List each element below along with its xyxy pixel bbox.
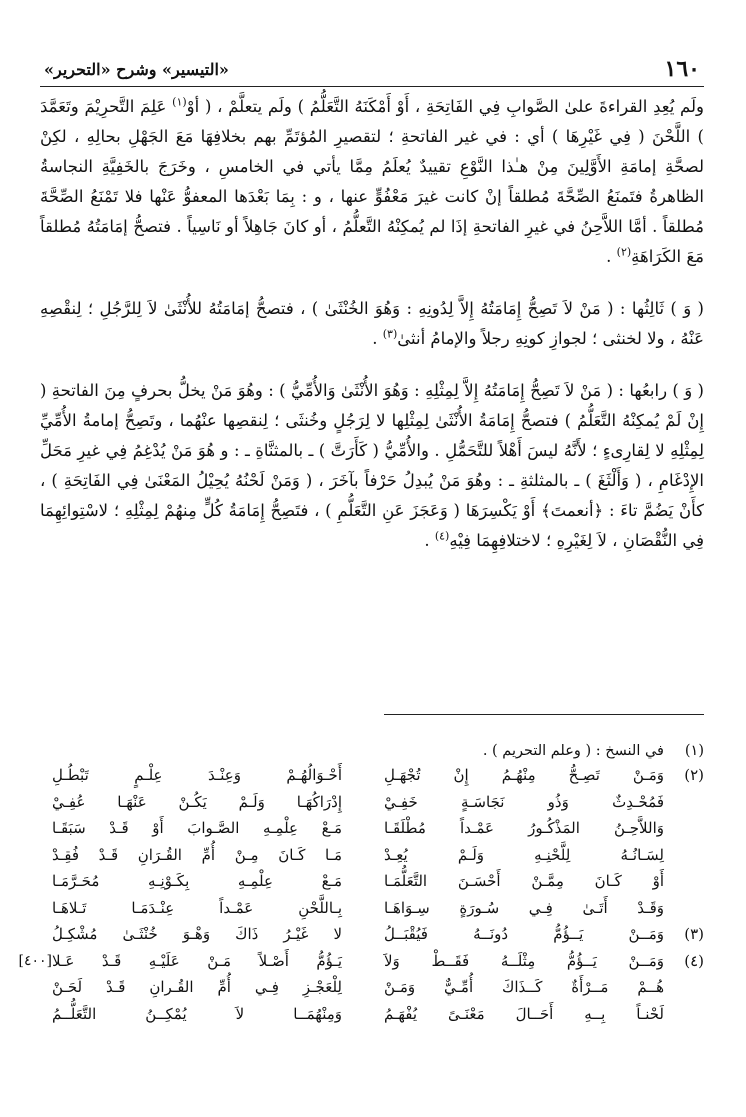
verse-second-hemistich: مَـعْ عِلْمِـهِ بِكَـوْنِـهِ مُحَـرَّمَـا	[52, 872, 342, 891]
verse-first-hemistich: فَمُحْـدِثٌ وَذُو نَجَاسَـةٍ خَفِـيْ	[384, 792, 664, 811]
text-run: ( وَ ) ثَالِثُها : ( مَنْ لاَ تَصِحُّ إِمَامَتُهُ إِلاَّ لِدُونِهِ : وَهُوَ الخُنْثَىٰ ) ، فتصحُّ إمَامَتُهُ للأُنْثَىٰ لاَ لِلرَّجُلِ ؛ لِنقْصِهِ عَنْهُ ، ولا لخنثى ؛ لجوازِ كونِهِ رجلاً والإمامُ أنثىٰ	[40, 299, 704, 348]
footnote-number: (٣)	[684, 925, 704, 944]
footnote-text: في النسخ : ( وعلم التحريم ) .	[482, 743, 664, 759]
footnote-number: (١)	[684, 743, 704, 759]
verse-second-hemistich: مَـا كَـانَ مِـنْ أُمِّ القُـرَانِ قَـدْ فُقِـدْ	[52, 845, 342, 864]
verse-first-hemistich: وَاللاَّحِـنُ المَذْكُـورُ عَمْـداً مُطْلَقَـا	[384, 819, 664, 838]
footnote-separator	[384, 714, 704, 715]
verse-second-hemistich: إِدْرَاكُهَـا وَلَـمْ يَكُـنْ عَنْهَـا عُفِـيْ	[52, 792, 342, 811]
text-run: ولَم يُعِدِ القراءةَ علىٰ الصَّوابِ فِي الفَاتِحَةِ ، أَوْ أَمْكَنَهُ التَّعَلُّمُ ) ولَم يتعلَّمْ ، ( أوْ	[186, 97, 704, 116]
verse-second-hemistich: لا غَيْـرُ ذَاكَ وَهْـوَ خُنْثَـىٰ مُشْكِـلُ	[52, 925, 342, 944]
page-header	[40, 52, 704, 87]
verse-footnotes	[18, 762, 704, 1027]
text-run: ( وَ ) رابعُها : ( مَنْ لاَ تَصِحُّ إِمَامَتُهُ إِلاَّ لِمِثْلِهِ : وَهُوَ الأُنْثَىٰ وَالأُمِّيُّ ) : وهُوَ مَنْ يخلُّ بحرفٍ مِنَ الفاتحةِ ( إِنْ لَمْ يُمكِنْهُ التَّعَلُّمُ ) فتصحُّ إِمَامَةُ الأُنْثَىٰ لِمِثْلِها لا لِرَجُلٍ وخُنثَى ؛ لِنقصِها عنْهُما ، وتَصِحُّ إمامةُ الأُمِّيِّ لِمِثْلِهِ لا لِقارِىءٍ ؛ لأَنَّهُ ليسَ أَهْلاً للتَّحَمُّلِ . والأُمِّيُّ ( كَأَرَتَّ ) ـ بالمثنَّاةِ ـ : و هُوَ مَنْ يُدْغِمُ فِي غيرِ مَحَلِّ الإِدْغَامِ ، ( وَأَلْثَغَ ) ـ بالمثلثةِ ـ : وهُوَ مَنْ يُبدِلُ حَرْفاً بآخَرَ ، ( وَمَنْ لَحْنُهُ يُحِيْلُ المَعْنَىٰ فِي الفَاتِحَةِ ) ، كأَنْ يَضُمَّ تاءَ : ﴿أنعمتَ﴾ أَوْ يَكْسِرَهَا ( وَعَجَزَ عَنِ التَّعَلُّمِ ) ، فتَصِحُّ إِمَامَةُ كُلٍّ مِنهُمْ لِمِثْلِهِ ؛ لاسْتِوائِهِمَا فِي النُّقْصَانِ ، لاَ لِغَيْرِهِ ؛ لاختلافِهِمَا فِيْهِ	[40, 381, 704, 550]
verse-line	[18, 948, 704, 975]
paragraph-2	[40, 294, 704, 354]
footnote-ref-4[interactable]: (٤)	[434, 529, 450, 543]
running-title: «التيسير» وشرح «التحرير»	[44, 59, 229, 79]
verse-line	[40, 895, 704, 922]
verse-first-hemistich: هُــمْ مَــرْأَةٌ كَــذَاكَ أُمِّـيٌّ وَمَـنْ	[384, 978, 664, 997]
verse-second-hemistich: لِلْعَجْـزِ فِـي أُمِّ القُـرانِ قَـدْ لَحَـنْ	[52, 978, 342, 997]
verse-line	[40, 974, 704, 1001]
verse-line	[40, 842, 704, 869]
footnote-1	[40, 738, 704, 764]
main-text	[40, 92, 704, 556]
text-run: .	[372, 329, 383, 348]
footnote-ref-2[interactable]: (٢)	[616, 245, 632, 259]
footnote-ref-3[interactable]: (٣)	[382, 327, 398, 341]
verse-line	[40, 762, 704, 789]
verse-first-hemistich: وَقَـدْ أَتَـىٰ فِـي سُـورَةٍ سِـوَاهَـا	[384, 898, 664, 917]
footnote-number: (٢)	[684, 766, 704, 785]
verse-first-hemistich: لَحْنـاً بِــهِ أَحَــالَ مَعْنَـىً يُفْهَـمُ	[384, 1004, 664, 1023]
footnote-number: (٤)	[684, 951, 704, 970]
verse-line	[40, 815, 704, 842]
verse-line	[40, 1001, 704, 1028]
footnotes	[40, 738, 704, 764]
footnote-ref-1[interactable]: (١)	[172, 95, 187, 109]
verse-line	[40, 789, 704, 816]
verse-second-hemistich: مَـعْ عِلْمِـهِ الصَّـوابَ أَوْ قَـدْ سَبَقَـا	[52, 819, 342, 838]
verse-first-hemistich: أَوْ كَـانَ مِمَّـنْ أَحْسَـنَ التَّعَلُّمَـا	[384, 872, 664, 891]
page-number: ١٦٠	[664, 56, 700, 82]
verse-first-hemistich: وَمَــنْ يَــؤُمُّ مِثْلَــهُ فَقَــطْ وَلاَ	[384, 951, 664, 970]
verse-first-hemistich: وَمَـنْ تَصِـحُّ مِنْهُـمُ إِنْ تُجْهَـلِ	[384, 766, 664, 785]
verse-first-hemistich: وَمَــنْ يَــؤُمُّ دُونَــهُ فَيُقْبَــلُ	[384, 925, 664, 944]
verse-first-hemistich: لِسَـانُـهُ لِلَّحْنِـهِ وَلَـمْ يُعِـدْ	[384, 845, 664, 864]
paragraph-1	[40, 92, 704, 272]
verse-line	[40, 921, 704, 948]
verse-second-hemistich: وَمِنْهُمَــا لاَ يُمْكِــنُ التَّعَلُّــمُ	[52, 1004, 342, 1023]
verse-second-hemistich: يَـؤُمُّ أَصْـلاً مَـنْ عَلَيْـهِ قَـدْ عَـلا	[52, 951, 342, 970]
verse-second-hemistich: بِـاللَّحْنِ عَمْـداً عِنْـدَمَـا تَـلاهَـا	[52, 898, 342, 917]
text-run: عَلِمَ التَّحرِيْمَ وتَعَمَّدَ ) اللَّحْنَ ( فِي غَيْرِهَا ) أي : في غير الفاتحةِ ؛ لتقصيرِ المُؤتَمِّ بهم بخلافِهَا مَعَ الجَهْلِ بحالِهِ ، لكِنْ لصحَّةِ إمامَةِ الأَوَّلِينَ مِنْ هـٰذا النَّوْعِ تقييدٌ يُعلَمُ مِمَّا يأتي في الخامسِ ، وخَرَجَ بالخَفِيَّةِ النجاسةُ الظاهرةُ فتَمنَعُ الصِّحَّةَ مُطلقاً إنْ كانت غيرَ مَعْفُوٍّ عنها ، و : بِمَا بَعْدَها المعفوُّ عَنْها فلا تَمْنَعُ الصِّحَّةَ مُطلقاً . أمَّا اللاَّحِنُ في غيرِ الفاتحةِ إذَا لم يُمكِنْهُ التَّعلُّمُ ، أو كانَ جَاهِلاً أو نَاسِياً . فتصحُّ إمَامَتُهُ مُطلقاً مَعَ الكَرَاهَةِ	[40, 97, 704, 266]
text-run: .	[606, 247, 617, 266]
verse-line	[40, 868, 704, 895]
verse-second-hemistich: أَحْـوَالُهُـمْ وَعِنْـدَ عِلْـمٍ تَبْطُـلِ	[52, 766, 342, 785]
text-run: .	[424, 531, 435, 550]
paragraph-3	[40, 376, 704, 556]
verse-number: [٤٠٠]	[18, 952, 52, 969]
